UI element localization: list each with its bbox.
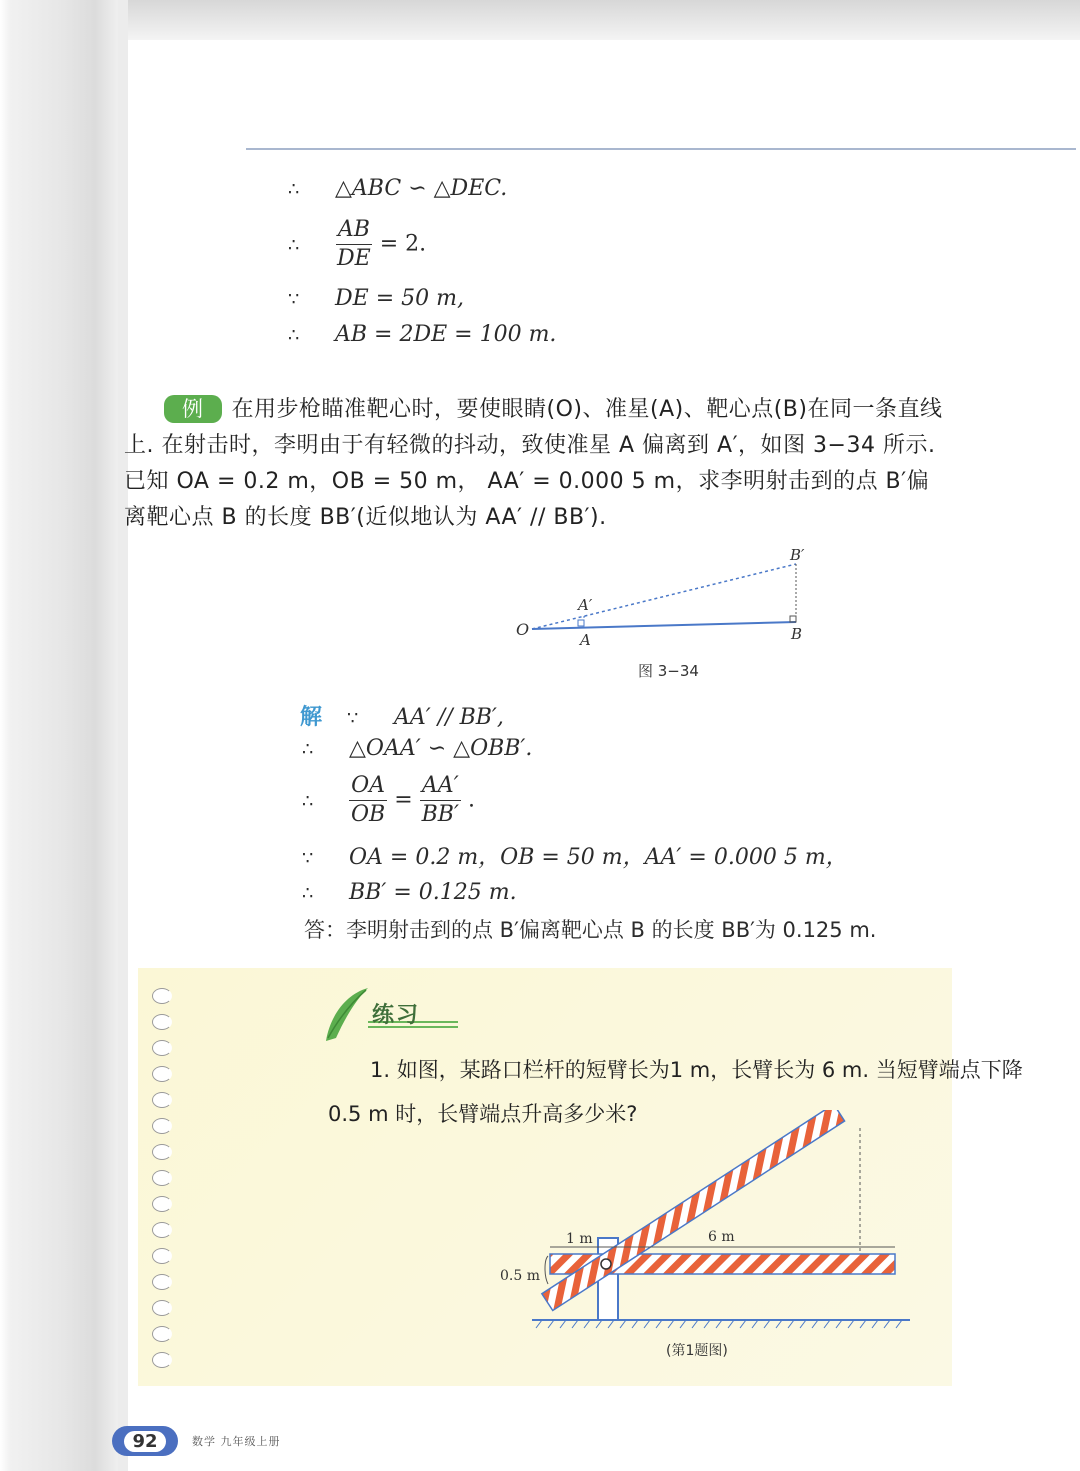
practice-question-1-line-1: 1. 如图，某路口栏杆的短臂长为1 m，长臂长为 6 m. 当短臂端点下降 — [370, 1058, 1023, 1082]
page-number: 92 — [124, 1431, 165, 1452]
fraction: $\frac{AB}{DE}$ — [337, 217, 371, 271]
page-edge — [118, 0, 128, 1471]
barrier-raised — [542, 1110, 845, 1311]
fraction-left: $\frac{OA}{OB}$ — [351, 773, 386, 827]
dim-05m-brace — [545, 1256, 548, 1284]
solution-line-5: ∴ BB′ = 0.125 m. — [302, 880, 517, 905]
ring — [152, 1222, 172, 1238]
figure-3-34-caption: 图 3−34 — [638, 662, 699, 680]
answer-line: 答：李明射击到的点 B′偏离靶心点 B 的长度 BB′为 0.125 m. — [304, 918, 877, 942]
proof-line-1: ∴ △ABC ∽ △DEC. — [288, 176, 508, 201]
book-spine — [0, 0, 128, 1471]
header-rule — [246, 148, 1076, 150]
ring — [152, 1326, 172, 1342]
ring — [152, 988, 172, 1004]
ring — [152, 1274, 172, 1290]
proof-line-3: ∵ DE = 50 m, — [288, 286, 464, 311]
label-A-prime: A′ — [578, 596, 593, 614]
line-OB — [532, 622, 796, 629]
solution-line-4: ∵ OA = 0.2 m，OB = 50 m，AA′ = 0.000 5 m， — [302, 845, 848, 870]
practice-question-1-line-2: 0.5 m 时，长臂端点升高多少米? — [328, 1102, 638, 1126]
label-1m: 1 m — [566, 1231, 593, 1247]
ground-hatching — [536, 1320, 902, 1328]
label-05m: 0.5 m — [500, 1268, 540, 1284]
solution-line-2: ∴ △OAA′ ∽ △OBB′. — [302, 736, 533, 761]
ring — [152, 1040, 172, 1056]
binder-rings — [152, 980, 178, 1380]
figure-3-34 — [508, 540, 828, 652]
right-angle-A — [578, 620, 584, 626]
proof-line-4: ∴ AB = 2DE = 100 m. — [288, 322, 557, 347]
barrier-figure — [490, 1110, 920, 1340]
label-A: A — [580, 631, 591, 649]
ring — [152, 1014, 172, 1030]
ring — [152, 1248, 172, 1264]
label-B-prime: B′ — [790, 546, 805, 564]
fraction-right: $\frac{AA'}{BB'}$ — [421, 773, 459, 827]
ring — [152, 1118, 172, 1134]
page-footer — [112, 1424, 281, 1458]
line-OB-prime — [532, 564, 796, 629]
solution-line-3: ∴ $\frac{OA}{OB}$ = $\frac{AA'}{BB'}$ . — [302, 773, 475, 827]
pivot — [601, 1259, 611, 1269]
page-number-badge — [112, 1426, 178, 1456]
footer-text: 数学 九年级上册 — [192, 1435, 281, 1448]
ring — [152, 1196, 172, 1212]
example-paragraph — [124, 392, 950, 536]
practice-title: 练习 — [372, 1003, 421, 1028]
ring — [152, 1092, 172, 1108]
label-B: B — [791, 625, 803, 643]
label-O: O — [516, 620, 530, 639]
ring — [152, 1352, 172, 1368]
ring — [152, 1170, 172, 1186]
ring — [152, 1300, 172, 1316]
ring — [152, 1066, 172, 1082]
solution-line-1: 解 ∵ AA′ // BB′, — [300, 705, 504, 730]
solution-tag: 解 — [300, 705, 323, 730]
ring — [152, 1144, 172, 1160]
barrier-figure-caption: (第1题图) — [666, 1343, 728, 1359]
proof-line-2: ∴ $\frac{AB}{DE}$ = 2. — [288, 217, 427, 271]
example-text: 在用步枪瞄准靶心时，要使眼睛(O)、准星(A)、靶心点(B)在同一条直线上. 在射击时，李明由于有轻微的抖动，致使准星 A 偏离到 A′，如图 3−34 所示. 已知 OA = 0.2 m，OB = 50 m， AA′ = 0.000 5 m，求李明射击到的点 B′偏离靶心点 B 的长度 BB′(近似地认为 AA′ // BB′). — [124, 397, 943, 530]
example-tag: 例 — [164, 395, 222, 423]
label-6m: 6 m — [708, 1229, 735, 1245]
